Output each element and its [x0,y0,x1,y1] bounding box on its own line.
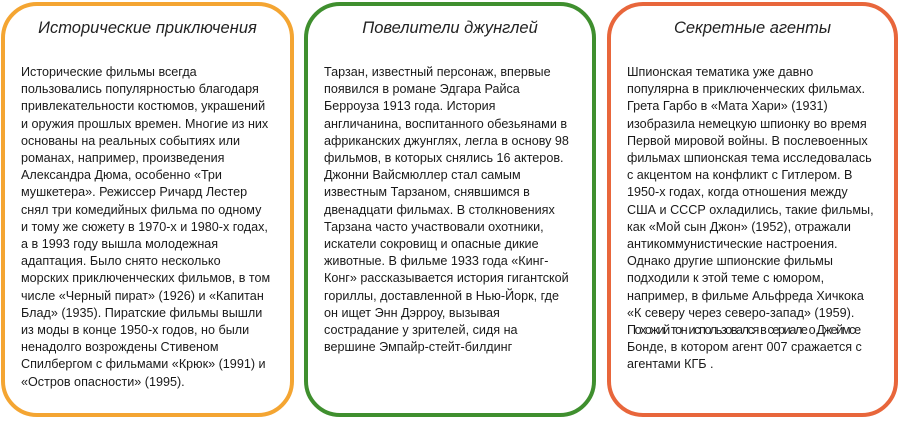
body-text-line: фильмов, в которых снялись 16 актеров. [324,151,564,166]
body-text-line: Похожий тон использовался в сериале о Джеймсе [627,323,860,338]
body-text-line: изобразила немецкую шпионку во время [627,116,867,131]
body-text-line: с акцентом на конфликт с Гитлером. В [627,168,853,183]
body-text-line: мушкетера». Режиссер Ричард Лестер [21,185,248,200]
card-body [324,64,584,356]
body-text-line: антикоммунистические настроения. [627,237,838,252]
body-text-line: Блад» (1935). Пиратские фильмы вышли [21,305,263,320]
body-text-line: а в 1993 году вышла молодежная [21,237,219,252]
body-text-line: Александра Дюма, особенно «Три [21,168,222,183]
body-text-line: числе «Черный пират» (1926) и «Капитан [21,288,264,303]
body-text-line: «К северу через северо-запад» (1959). [627,305,855,320]
body-text-line: известным Тарзаном, снявшимся в [324,185,530,200]
body-text-line: ненадолго возрождены Стивеном [21,340,219,355]
body-text-line: двенадцати фильмах. В столкновениях [324,202,555,217]
body-text-line: подходили к этой теме с юмором, [627,271,825,286]
body-text-line: например, в фильме Альфреда Хичкока [627,288,864,303]
body-text-line: животные. В фильме 1933 года «Кинг- [324,254,549,269]
card-title: Повелители джунглей [362,19,538,37]
body-text-line: Джонни Вайсмюллер стал самым [324,168,521,183]
body-text-line: Шпионская тематика уже давно [627,65,814,79]
body-text-line: снял три комедийных фильма по одному [21,202,262,217]
body-text-line: пользовались популярностью благодаря [21,82,259,97]
body-text-line: Конг» рассказывается история гигантской [324,271,569,286]
body-text-line: морских приключенческих фильмов, в том [21,271,271,286]
card-secret-agents [607,2,898,417]
body-text-line: «Остров опасности» (1995). [21,374,185,389]
body-text-line: Грета Гарбо в «Мата Хари» (1931) [627,99,828,114]
body-text-line: основаны на реальных событиях или [21,133,241,148]
body-text-line: Бонде, в котором агент 007 сражается с [627,340,862,355]
card-title: Секретные агенты [673,19,832,37]
body-text-line: популярна в приключенческих фильмах. [627,82,865,97]
body-text-line: он ищет Энн Дэрроу, вызывая [324,305,500,320]
body-text-line: США и СССР охладились, такие фильмы, [627,202,874,217]
card-jungle-lords [304,2,596,417]
body-text-line: сострадание у зрителей, сидя на [324,323,518,338]
body-text-line: искатели сокровищ и опасные дикие [324,237,539,252]
card-title: Исторические приключения [38,19,257,37]
body-text-line: Однако другие шпионские фильмы [627,254,833,269]
body-text-line: англичанина, воспитанного обезьянами в [324,116,568,131]
body-text-line: Исторические фильмы всегда [21,65,197,79]
body-text-line: Тарзана часто участвовали охотники, [324,219,544,234]
body-text-line: привлекательности костюмов, украшений [21,99,266,114]
body-text-line: гориллы, доставленной в Нью-Йорк, где [324,288,560,303]
card-body [627,64,886,374]
body-text-line: Первой мировой войны. В послевоенных [627,133,868,148]
body-text-line: Тарзан, известный персонаж, впервые [324,65,551,79]
body-text-line: фильмах шпионская тема исследовалась [627,151,872,166]
body-text-line: появился в романе Эдгара Райса [324,82,520,97]
body-text-line: из моды в конце 1950-х годов, но были [21,323,250,338]
card-historical-adventures [1,2,294,417]
body-text-line: адаптация. Было снято несколько [21,254,221,269]
body-text-line: агентами КГБ . [627,357,714,372]
body-text-line: романах, например, произведения [21,151,225,166]
body-text-line: Берроуза 1913 года. История [324,99,496,114]
body-text-line: вершине Эмпайр-стейт-билдинг [324,340,513,355]
body-text-line: 1950-х годах, когда отношения между [627,185,848,200]
body-text-line: африканских джунглях, легла в основу 98 [324,133,569,148]
card-body [21,64,282,391]
body-text-line: и тому же сюжету в 1970-х и 1980-х годах, [21,219,268,234]
body-text-line: Спилбергом с фильмами «Крюк» (1991) и [21,357,266,372]
body-text-line: и оружия прошлых времен. Многие из них [21,116,269,131]
body-text-line: как «Мой сын Джон» (1952), отражали [627,219,851,234]
